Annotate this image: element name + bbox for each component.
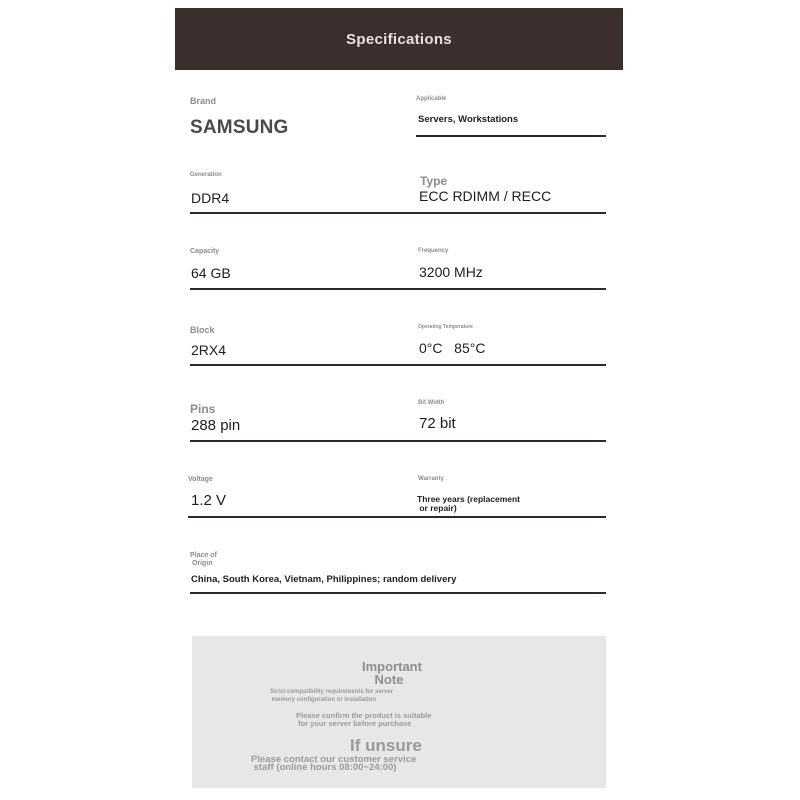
spec-value: 0°C 85°C [419,340,486,356]
spec-frequency [416,247,606,290]
important-note-box [192,636,606,788]
spec-value: 288 pin [191,417,241,434]
spec-label: Type [420,174,448,188]
spec-voltage [188,475,416,518]
spec-value: 72 bit [419,415,456,432]
spec-generation [190,171,416,214]
spec-value: 1.2 V [191,492,227,509]
spec-origin [190,551,606,594]
note-line1a: Strict compatibility requirements for server [270,689,394,695]
header-title: Specifications [346,30,452,48]
spec-capacity [190,247,416,290]
spec-value-line1: Three years (replacement [417,494,520,504]
spec-label: Applicable [416,96,447,102]
spec-value: Servers, Workstations [418,114,519,125]
spec-value: China, South Korea, Vietnam, Philippines; random delivery [191,574,457,585]
spec-label: Pins [190,402,216,416]
note-title-line1: Important [362,659,422,674]
spec-label: Brand [190,96,217,106]
specifications-header [175,8,623,70]
spec-label: Block [190,325,215,335]
spec-label: Capacity [190,248,220,255]
spec-value: 2RX4 [191,342,227,358]
note-line1b: memory configuration or installation [270,697,377,703]
spec-block [190,323,416,366]
spec-label-line1: Place of [190,552,217,559]
spec-type [416,171,606,214]
spec-label: Bit Width [418,400,445,406]
spec-label-line2: Origin [190,560,213,567]
note-title-line2: Note [374,672,404,687]
note-line2b: for your server before purchase [296,719,412,728]
note-line2a: Please confirm the product is suitable [296,711,432,720]
spec-warranty [416,475,606,518]
spec-label: Warranty [418,476,444,482]
spec-value-line2: or repair) [417,503,457,513]
spec-value: SAMSUNG [190,117,289,138]
note-line3b: staff (online hours 08:00~24:00) [251,762,397,773]
spec-value: DDR4 [191,190,230,206]
spec-label: Frequency [418,248,449,254]
spec-label: Voltage [188,476,213,483]
spec-operating-temperature [416,323,606,366]
note-if-unsure: If unsure [350,736,422,755]
spec-value: 64 GB [191,265,231,281]
spec-bit-width [416,399,606,442]
spec-pins [190,399,416,442]
spec-applicable [416,95,606,137]
spec-value: 3200 MHz [419,264,483,280]
note-line3a: Please contact our customer service [251,754,417,765]
spec-label: Operating Temperature [418,324,473,330]
spec-label: Generation [190,172,222,178]
spec-brand [190,95,390,137]
spec-value: ECC RDIMM / RECC [419,188,552,204]
